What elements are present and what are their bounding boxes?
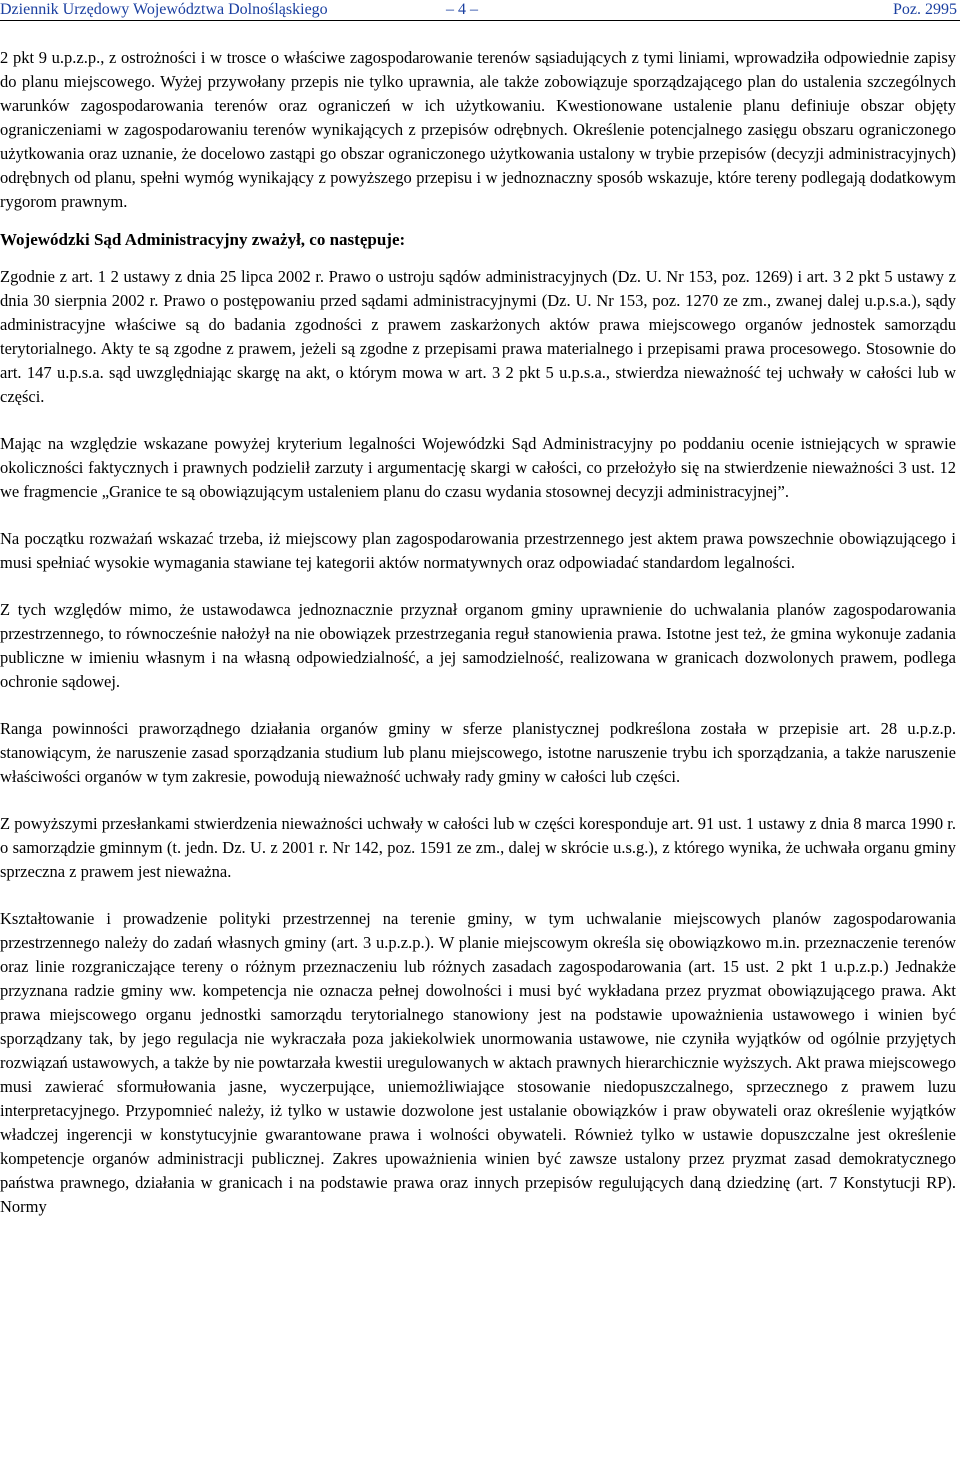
journal-title: Dziennik Urzędowy Województwa Dolnośląskiego [0, 1, 328, 18]
paragraph: Zgodnie z art. 1 2 ustawy z dnia 25 lipca 2002 r. Prawo o ustroju sądów administracyjnych (Dz. U. Nr 153, poz. 1269) i art. 3 2 pkt 5 ustawy z dnia 30 sierpnia 2002 r. Prawo o postępowaniu przed sądami administracyjnymi (Dz. U. Nr 153, poz. 1270 ze zm., zwanej dalej u.p.s.a.), sądy administracyjne właściwe są do badania zgodności z prawem zaskarżonych aktów prawa miejscowego organów jednostek samorządu terytorialnego. Akty te są zgodne z prawem, jeżeli są zgodne z przepisami prawa materialnego i przepisami prawa procesowego. Stosownie do art. 147 u.p.s.a. sąd uwzględniając skargę na akt, o którym mowa w art. 3 2 pkt 5 u.p.s.a., stwierdza nieważność tej uchwały w całości lub w części. [0, 267, 956, 406]
section-heading: Wojewódzki Sąd Administracyjny zważył, co następuje: [0, 230, 406, 249]
page-header [0, 0, 960, 28]
paragraph: Mając na względzie wskazane powyżej kryterium legalności Wojewódzki Sąd Administracyjny po poddaniu ocenie istniejących w sprawie okoliczności faktycznych i prawnych podzielił zarzuty i argumentację skargi w całości, co przełożyło się na stwierdzenie nieważności 3 ust. 12 we fragmencie „Granice te są obowiązującym ustaleniem planu do czasu wydania stosownej decyzji administracyjnej”. [0, 434, 956, 501]
position-number: Poz. 2995 [893, 1, 957, 18]
page-number: – 4 – [446, 1, 478, 18]
paragraph: Kształtowanie i prowadzenie polityki przestrzennej na terenie gminy, w tym uchwalanie miejscowych planów zagospodarowania przestrzennego należy do zadań własnych gminy (art. 3 u.p.z.p.). W planie miejscowym określa się obowiązkowo m.in. przeznaczenie terenów oraz linie rozgraniczające tereny o różnym przeznaczeniu lub różnych zasadach zagospodarowania (art. 15 ust. 2 pkt 1 u.p.z.p.) Jednakże przyznana radzie gminy ww. kompetencja nie oznacza pełnej dowolności i musi być wykładana przez pryzmat obowiązującego prawa. Akt prawa miejscowego organu jednostki samorządu terytorialnego stanowiony jest na podstawie upoważnienia ustawowego i winien być sporządzany tak, by jego regulacja nie wykraczała poza jakiekolwiek unormowania ustawowe, nie czyniła wyjątków od ogólnie przyjętych rozwiązań ustawowych, a także by nie powtarzała kwestii uregulowanych w aktach prawnych hierarchicznie wyższych. Akt prawa miejscowego musi zawierać sformułowania jasne, wyczerpujące, uniemożliwiające stosowanie niedopuszczalnego, sprzecznego z prawem luzu interpretacyjnego. Przypomnieć należy, iż tylko w ustawie dozwolone jest ustalanie obowiązków i praw obywateli oraz określenie wyjątków władczej ingerencji w konstytucyjnie gwarantowane prawa i wolności obywateli. Również tylko w ustawie dopuszczalne jest określenie kompetencje organów administracji publicznej. Zakres upoważnienia winien być zawsze ustalony przez pryzmat zasad demokratycznego państwa prawnego, działania w granicach i na podstawie prawa oraz innych przepisów regulujących daną dziedzinę (art. 7 Konstytucji RP). Normy [0, 909, 956, 1216]
paragraph: Z powyższymi przesłankami stwierdzenia nieważności uchwały w całości lub w części koresponduje art. 91 ust. 1 ustawy z dnia 8 marca 1990 r. o samorządzie gminnym (t. jedn. Dz. U. z 2001 r. Nr 142, poz. 1591 ze zm., dalej w skrócie u.s.g.), z którego wynika, że uchwała organu gminy sprzeczna z prawem jest nieważna. [0, 814, 956, 881]
paragraph-continuation: 2 pkt 9 u.p.z.p., z ostrożności i w trosce o właściwe zagospodarowanie terenów sąsiadujących z tymi liniami, wprowadziła odpowiednie zapisy do planu miejscowego. Wyżej przywołany przepis nie tylko uprawnia, ale także zobowiązuje sporządzającego plan do ustalenia szczególnych warunków zagospodarowania terenów oraz ograniczeń w ich użytkowaniu. Kwestionowane ustalenie planu definiuje obszar objęty ograniczeniami w zagospodarowaniu terenów wynikających z przepisów odrębnych. Określenie potencjalnego zasięgu obszaru ograniczonego użytkowania oraz uznanie, że docelowo zastąpi go obszar ograniczonego użytkowania ustalony w trybie przepisów (decyzji administracyjnych) odrębnych od planu, spełni wymóg wynikający z powyższego przepisu i w jednoznaczny sposób wskazuje, które tereny podlegają dodatkowym rygorom prawnym. [0, 48, 956, 211]
paragraph: Na początku rozważań wskazać trzeba, iż miejscowy plan zagospodarowania przestrzennego jest aktem prawa powszechnie obowiązującego i musi spełniać wysokie wymagania stawiane tej kategorii aktów normatywnych oraz odpowiadać standardom legalności. [0, 529, 956, 572]
paragraph: Z tych względów mimo, że ustawodawca jednoznacznie przyznał organom gminy uprawnienie do uchwalania planów zagospodarowania przestrzennego, to równocześnie nałożył na nie obowiązek przestrzegania reguł stanowienia prawa. Istotne jest też, że gmina wykonuje zadania publiczne w imieniu własnym i na własną odpowiedzialność, a jej samodzielność, realizowana w granicach dozwolonych prawem, podlega ochronie sądowej. [0, 600, 956, 691]
document-body [0, 46, 956, 1219]
header-rule [0, 20, 960, 21]
paragraph: Ranga powinności praworządnego działania organów gminy w sferze planistycznej podkreślona została w przepisie art. 28 u.p.z.p. stanowiącym, że naruszenie zasad sporządzania studium lub planu miejscowego, istotne naruszenie trybu ich sporządzania, a także naruszenie właściwości organów w tym zakresie, powodują nieważność uchwały rady gminy w całości lub części. [0, 719, 956, 786]
